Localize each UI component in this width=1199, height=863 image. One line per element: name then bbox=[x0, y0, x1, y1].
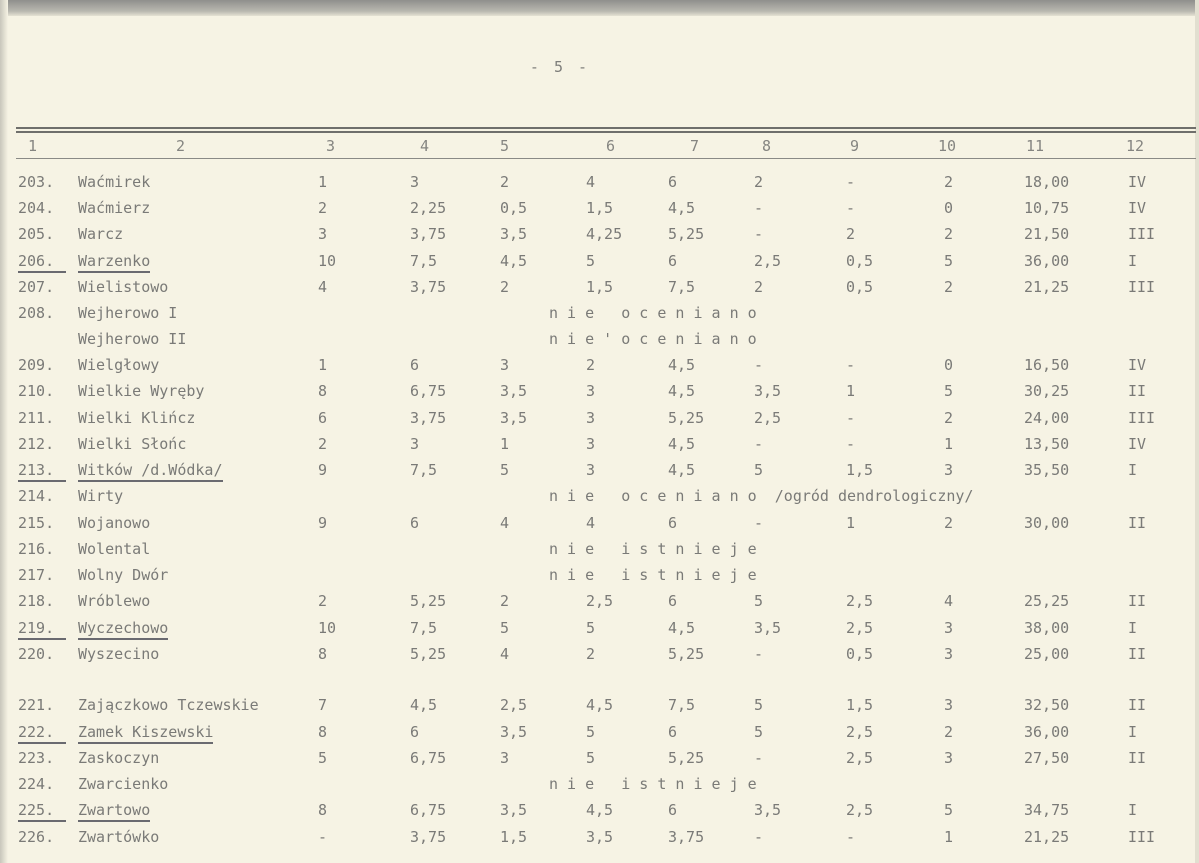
cell-c5: 5 bbox=[500, 461, 510, 479]
cell-c11: 25,00 bbox=[1024, 645, 1070, 663]
cell-c6: 2 bbox=[586, 356, 596, 374]
cell-c9: - bbox=[846, 435, 856, 453]
cell-c7: 4,5 bbox=[668, 435, 696, 453]
cell-c7: 6 bbox=[668, 801, 678, 819]
cell-c6: 4,5 bbox=[586, 696, 614, 714]
cell-c7: 4,5 bbox=[668, 199, 696, 217]
cell-c3: 8 bbox=[318, 723, 328, 741]
row-number: 203. bbox=[18, 173, 55, 191]
column-header-1: 1 bbox=[28, 137, 38, 155]
cell-c4: 6,75 bbox=[410, 749, 447, 767]
locality-name: Wielki Klińcz bbox=[78, 409, 196, 427]
cell-c3: 9 bbox=[318, 461, 328, 479]
cell-c5: 4,5 bbox=[500, 252, 528, 270]
column-header-4: 4 bbox=[420, 137, 430, 155]
cell-c6: 4,25 bbox=[586, 225, 623, 243]
row-number: 213. bbox=[18, 461, 66, 482]
cell-c10: 5 bbox=[944, 382, 954, 400]
cell-c4: 3,75 bbox=[410, 278, 447, 296]
column-header-9: 9 bbox=[850, 137, 860, 155]
cell-c11: 32,50 bbox=[1024, 696, 1070, 714]
locality-name: Wojanowo bbox=[78, 514, 151, 532]
row-number: 225. bbox=[18, 801, 66, 822]
cell-c8: - bbox=[754, 225, 764, 243]
cell-c11: 30,25 bbox=[1024, 382, 1070, 400]
locality-name: Wielgłowy bbox=[78, 356, 160, 374]
cell-c12: IV bbox=[1128, 173, 1147, 191]
cell-c8: 3,5 bbox=[754, 619, 782, 637]
cell-c7: 6 bbox=[668, 723, 678, 741]
cell-c7: 7,5 bbox=[668, 696, 696, 714]
row-number: 207. bbox=[18, 278, 55, 296]
row-number: 211. bbox=[18, 409, 55, 427]
scan-edge-right bbox=[1195, 0, 1199, 863]
cell-c11: 10,75 bbox=[1024, 199, 1070, 217]
cell-c11: 36,00 bbox=[1024, 252, 1070, 270]
cell-c7: 5,25 bbox=[668, 409, 705, 427]
row-number: 216. bbox=[18, 540, 55, 558]
cell-c9: 2,5 bbox=[846, 749, 874, 767]
cell-c8: - bbox=[754, 514, 764, 532]
cell-c10: 0 bbox=[944, 356, 954, 374]
cell-c4: 6 bbox=[410, 356, 420, 374]
cell-c7: 4,5 bbox=[668, 382, 696, 400]
cell-c3: 3 bbox=[318, 225, 328, 243]
cell-c3: 1 bbox=[318, 173, 328, 191]
locality-name: Wyczechowo bbox=[78, 619, 168, 640]
row-number: 219. bbox=[18, 619, 66, 640]
cell-c9: 2 bbox=[846, 225, 856, 243]
cell-c12: IV bbox=[1128, 356, 1147, 374]
row-note: n i e ' o c e n i a n o bbox=[549, 330, 757, 348]
cell-c9: 1,5 bbox=[846, 696, 874, 714]
row-number: 208. bbox=[18, 304, 55, 322]
cell-c8: 5 bbox=[754, 592, 764, 610]
cell-c11: 35,50 bbox=[1024, 461, 1070, 479]
cell-c6: 1,5 bbox=[586, 199, 614, 217]
cell-c4: 5,25 bbox=[410, 592, 447, 610]
column-header-3: 3 bbox=[326, 137, 336, 155]
row-note: n i e i s t n i e j e bbox=[549, 566, 757, 584]
cell-c8: - bbox=[754, 435, 764, 453]
cell-c3: 7 bbox=[318, 696, 328, 714]
cell-c12: IV bbox=[1128, 435, 1147, 453]
cell-c7: 4,5 bbox=[668, 619, 696, 637]
cell-c9: - bbox=[846, 409, 856, 427]
cell-c11: 13,50 bbox=[1024, 435, 1070, 453]
cell-c9: 0,5 bbox=[846, 278, 874, 296]
cell-c6: 3 bbox=[586, 461, 596, 479]
cell-c12: I bbox=[1128, 619, 1138, 637]
cell-c4: 4,5 bbox=[410, 696, 438, 714]
cell-c5: 4 bbox=[500, 645, 510, 663]
row-note: n i e i s t n i e j e bbox=[549, 540, 757, 558]
cell-c11: 24,00 bbox=[1024, 409, 1070, 427]
locality-name: Waćmierz bbox=[78, 199, 151, 217]
cell-c10: 3 bbox=[944, 749, 954, 767]
cell-c10: 3 bbox=[944, 645, 954, 663]
cell-c3: 2 bbox=[318, 435, 328, 453]
cell-c12: II bbox=[1128, 592, 1147, 610]
cell-c5: 3,5 bbox=[500, 382, 528, 400]
locality-name: Wyszecino bbox=[78, 645, 160, 663]
cell-c3: - bbox=[318, 828, 328, 846]
cell-c11: 27,50 bbox=[1024, 749, 1070, 767]
cell-c11: 16,50 bbox=[1024, 356, 1070, 374]
locality-name: Wejherowo I bbox=[78, 304, 178, 322]
locality-name: Wirty bbox=[78, 487, 124, 505]
cell-c8: - bbox=[754, 356, 764, 374]
row-number: 209. bbox=[18, 356, 55, 374]
row-number: 205. bbox=[18, 225, 55, 243]
cell-c7: 5,25 bbox=[668, 749, 705, 767]
cell-c5: 5 bbox=[500, 619, 510, 637]
row-number: 226. bbox=[18, 828, 55, 846]
cell-c7: 6 bbox=[668, 252, 678, 270]
cell-c12: III bbox=[1128, 225, 1156, 243]
cell-c6: 5 bbox=[586, 619, 596, 637]
locality-name: Zwartówko bbox=[78, 828, 160, 846]
column-header-5: 5 bbox=[500, 137, 510, 155]
locality-name: Wielistowo bbox=[78, 278, 169, 296]
cell-c5: 3,5 bbox=[500, 225, 528, 243]
cell-c10: 4 bbox=[944, 592, 954, 610]
cell-c4: 7,5 bbox=[410, 461, 438, 479]
cell-c3: 10 bbox=[318, 252, 337, 270]
locality-name: Warzenko bbox=[78, 252, 150, 273]
column-header-6: 6 bbox=[606, 137, 616, 155]
cell-c7: 6 bbox=[668, 173, 678, 191]
cell-c10: 0 bbox=[944, 199, 954, 217]
cell-c8: - bbox=[754, 645, 764, 663]
cell-c5: 2 bbox=[500, 278, 510, 296]
cell-c10: 3 bbox=[944, 696, 954, 714]
row-note: n i e o c e n i a n o bbox=[549, 304, 757, 322]
row-note: n i e i s t n i e j e bbox=[549, 775, 757, 793]
row-number: 204. bbox=[18, 199, 55, 217]
cell-c11: 34,75 bbox=[1024, 801, 1070, 819]
header-rule-top bbox=[16, 127, 1196, 129]
cell-c6: 5 bbox=[586, 749, 596, 767]
cell-c12: II bbox=[1128, 696, 1147, 714]
cell-c9: 1 bbox=[846, 382, 856, 400]
cell-c4: 6 bbox=[410, 723, 420, 741]
cell-c11: 21,25 bbox=[1024, 278, 1070, 296]
cell-c12: IV bbox=[1128, 199, 1147, 217]
cell-c4: 5,25 bbox=[410, 645, 447, 663]
cell-c8: 3,5 bbox=[754, 801, 782, 819]
cell-c12: I bbox=[1128, 252, 1138, 270]
row-number: 210. bbox=[18, 382, 55, 400]
cell-c8: 5 bbox=[754, 723, 764, 741]
cell-c6: 4 bbox=[586, 514, 596, 532]
cell-c5: 3,5 bbox=[500, 723, 528, 741]
locality-name: Zajączkowo Tczewskie bbox=[78, 696, 259, 714]
cell-c9: 2,5 bbox=[846, 592, 874, 610]
cell-c6: 3 bbox=[586, 435, 596, 453]
column-header-8: 8 bbox=[762, 137, 772, 155]
cell-c12: III bbox=[1128, 828, 1156, 846]
cell-c9: - bbox=[846, 199, 856, 217]
column-header-2: 2 bbox=[176, 137, 186, 155]
cell-c4: 7,5 bbox=[410, 619, 438, 637]
cell-c7: 4,5 bbox=[668, 461, 696, 479]
cell-c10: 2 bbox=[944, 225, 954, 243]
cell-c5: 3,5 bbox=[500, 801, 528, 819]
cell-c10: 2 bbox=[944, 173, 954, 191]
cell-c6: 2,5 bbox=[586, 592, 614, 610]
cell-c6: 2 bbox=[586, 645, 596, 663]
header-rule-top-double bbox=[16, 131, 1196, 133]
cell-c11: 21,50 bbox=[1024, 225, 1070, 243]
cell-c8: 2,5 bbox=[754, 409, 782, 427]
cell-c3: 5 bbox=[318, 749, 328, 767]
cell-c7: 4,5 bbox=[668, 356, 696, 374]
locality-name: Zwarcienko bbox=[78, 775, 169, 793]
cell-c7: 6 bbox=[668, 514, 678, 532]
cell-c4: 3,75 bbox=[410, 225, 447, 243]
cell-c4: 2,25 bbox=[410, 199, 447, 217]
locality-name: Wielkie Wyręby bbox=[78, 382, 205, 400]
locality-name: Waćmirek bbox=[78, 173, 151, 191]
cell-c5: 2,5 bbox=[500, 696, 528, 714]
column-header-11: 11 bbox=[1026, 137, 1045, 155]
cell-c9: 2,5 bbox=[846, 619, 874, 637]
cell-c3: 1 bbox=[318, 356, 328, 374]
cell-c5: 3 bbox=[500, 356, 510, 374]
cell-c8: - bbox=[754, 199, 764, 217]
cell-c5: 2 bbox=[500, 592, 510, 610]
row-number: 217. bbox=[18, 566, 55, 584]
cell-c11: 36,00 bbox=[1024, 723, 1070, 741]
cell-c9: 2,5 bbox=[846, 723, 874, 741]
column-header-7: 7 bbox=[690, 137, 700, 155]
cell-c9: - bbox=[846, 828, 856, 846]
scan-edge-left bbox=[0, 0, 8, 863]
cell-c10: 2 bbox=[944, 278, 954, 296]
cell-c8: - bbox=[754, 749, 764, 767]
row-number: 221. bbox=[18, 696, 55, 714]
cell-c5: 2 bbox=[500, 173, 510, 191]
cell-c6: 4 bbox=[586, 173, 596, 191]
scan-edge-top bbox=[0, 0, 1199, 16]
cell-c12: I bbox=[1128, 723, 1138, 741]
cell-c12: II bbox=[1128, 514, 1147, 532]
cell-c12: II bbox=[1128, 645, 1147, 663]
cell-c5: 1 bbox=[500, 435, 510, 453]
cell-c3: 8 bbox=[318, 645, 328, 663]
cell-c7: 6 bbox=[668, 592, 678, 610]
cell-c4: 6,75 bbox=[410, 801, 447, 819]
cell-c4: 3 bbox=[410, 435, 420, 453]
cell-c7: 7,5 bbox=[668, 278, 696, 296]
page-number: - 5 - bbox=[529, 58, 591, 76]
row-number: 214. bbox=[18, 487, 55, 505]
locality-name: Zamek Kiszewski bbox=[78, 723, 213, 744]
cell-c7: 3,75 bbox=[668, 828, 705, 846]
cell-c4: 6,75 bbox=[410, 382, 447, 400]
cell-c10: 2 bbox=[944, 514, 954, 532]
cell-c3: 8 bbox=[318, 382, 328, 400]
row-number: 215. bbox=[18, 514, 55, 532]
row-number: 222. bbox=[18, 723, 66, 744]
cell-c10: 3 bbox=[944, 461, 954, 479]
cell-c11: 18,00 bbox=[1024, 173, 1070, 191]
cell-c3: 4 bbox=[318, 278, 328, 296]
cell-c11: 25,25 bbox=[1024, 592, 1070, 610]
cell-c7: 5,25 bbox=[668, 225, 705, 243]
cell-c12: I bbox=[1128, 461, 1138, 479]
cell-c5: 3 bbox=[500, 749, 510, 767]
cell-c9: 1 bbox=[846, 514, 856, 532]
row-number: 218. bbox=[18, 592, 55, 610]
cell-c6: 4,5 bbox=[586, 801, 614, 819]
column-header-10: 10 bbox=[938, 137, 957, 155]
locality-name: Zaskoczyn bbox=[78, 749, 160, 767]
cell-c3: 2 bbox=[318, 592, 328, 610]
cell-c12: II bbox=[1128, 382, 1147, 400]
cell-c10: 3 bbox=[944, 619, 954, 637]
cell-c9: - bbox=[846, 356, 856, 374]
locality-name: Wróblewo bbox=[78, 592, 151, 610]
cell-c5: 0,5 bbox=[500, 199, 528, 217]
cell-c8: 5 bbox=[754, 461, 764, 479]
cell-c6: 1,5 bbox=[586, 278, 614, 296]
cell-c6: 5 bbox=[586, 723, 596, 741]
row-note: n i e o c e n i a n o /ogród dendrologiczny/ bbox=[549, 487, 974, 505]
cell-c11: 38,00 bbox=[1024, 619, 1070, 637]
cell-c3: 2 bbox=[318, 199, 328, 217]
cell-c9: 1,5 bbox=[846, 461, 874, 479]
cell-c12: II bbox=[1128, 749, 1147, 767]
row-number: 224. bbox=[18, 775, 55, 793]
cell-c4: 3 bbox=[410, 173, 420, 191]
cell-c11: 30,00 bbox=[1024, 514, 1070, 532]
cell-c8: 5 bbox=[754, 696, 764, 714]
cell-c8: 2,5 bbox=[754, 252, 782, 270]
cell-c6: 3 bbox=[586, 409, 596, 427]
cell-c7: 5,25 bbox=[668, 645, 705, 663]
cell-c12: I bbox=[1128, 801, 1138, 819]
cell-c8: 2 bbox=[754, 278, 764, 296]
cell-c5: 1,5 bbox=[500, 828, 528, 846]
cell-c9: 0,5 bbox=[846, 252, 874, 270]
locality-name: Wielki Słońc bbox=[78, 435, 187, 453]
cell-c10: 5 bbox=[944, 252, 954, 270]
column-header-12: 12 bbox=[1126, 137, 1145, 155]
cell-c10: 2 bbox=[944, 409, 954, 427]
cell-c6: 3,5 bbox=[586, 828, 614, 846]
locality-name: Witków /d.Wódka/ bbox=[78, 461, 223, 482]
cell-c12: III bbox=[1128, 278, 1156, 296]
cell-c3: 9 bbox=[318, 514, 328, 532]
cell-c3: 8 bbox=[318, 801, 328, 819]
locality-name: Zwartowo bbox=[78, 801, 150, 822]
cell-c4: 3,75 bbox=[410, 828, 447, 846]
row-number: 220. bbox=[18, 645, 55, 663]
cell-c6: 3 bbox=[586, 382, 596, 400]
locality-name: Warcz bbox=[78, 225, 124, 243]
cell-c3: 6 bbox=[318, 409, 328, 427]
cell-c10: 1 bbox=[944, 435, 954, 453]
cell-c5: 3,5 bbox=[500, 409, 528, 427]
cell-c8: - bbox=[754, 828, 764, 846]
row-number: 212. bbox=[18, 435, 55, 453]
locality-name: Wolny Dwór bbox=[78, 566, 169, 584]
cell-c12: III bbox=[1128, 409, 1156, 427]
cell-c10: 1 bbox=[944, 828, 954, 846]
cell-c11: 21,25 bbox=[1024, 828, 1070, 846]
row-number: 223. bbox=[18, 749, 55, 767]
cell-c9: 2,5 bbox=[846, 801, 874, 819]
cell-c8: 3,5 bbox=[754, 382, 782, 400]
row-number: 206. bbox=[18, 252, 66, 273]
cell-c4: 6 bbox=[410, 514, 420, 532]
cell-c10: 2 bbox=[944, 723, 954, 741]
cell-c9: - bbox=[846, 173, 856, 191]
locality-name: Wolental bbox=[78, 540, 151, 558]
header-rule-bottom bbox=[16, 158, 1196, 159]
cell-c6: 5 bbox=[586, 252, 596, 270]
locality-name: Wejherowo II bbox=[78, 330, 187, 348]
cell-c10: 5 bbox=[944, 801, 954, 819]
cell-c9: 0,5 bbox=[846, 645, 874, 663]
cell-c4: 3,75 bbox=[410, 409, 447, 427]
cell-c8: 2 bbox=[754, 173, 764, 191]
cell-c3: 10 bbox=[318, 619, 337, 637]
cell-c5: 4 bbox=[500, 514, 510, 532]
cell-c4: 7,5 bbox=[410, 252, 438, 270]
